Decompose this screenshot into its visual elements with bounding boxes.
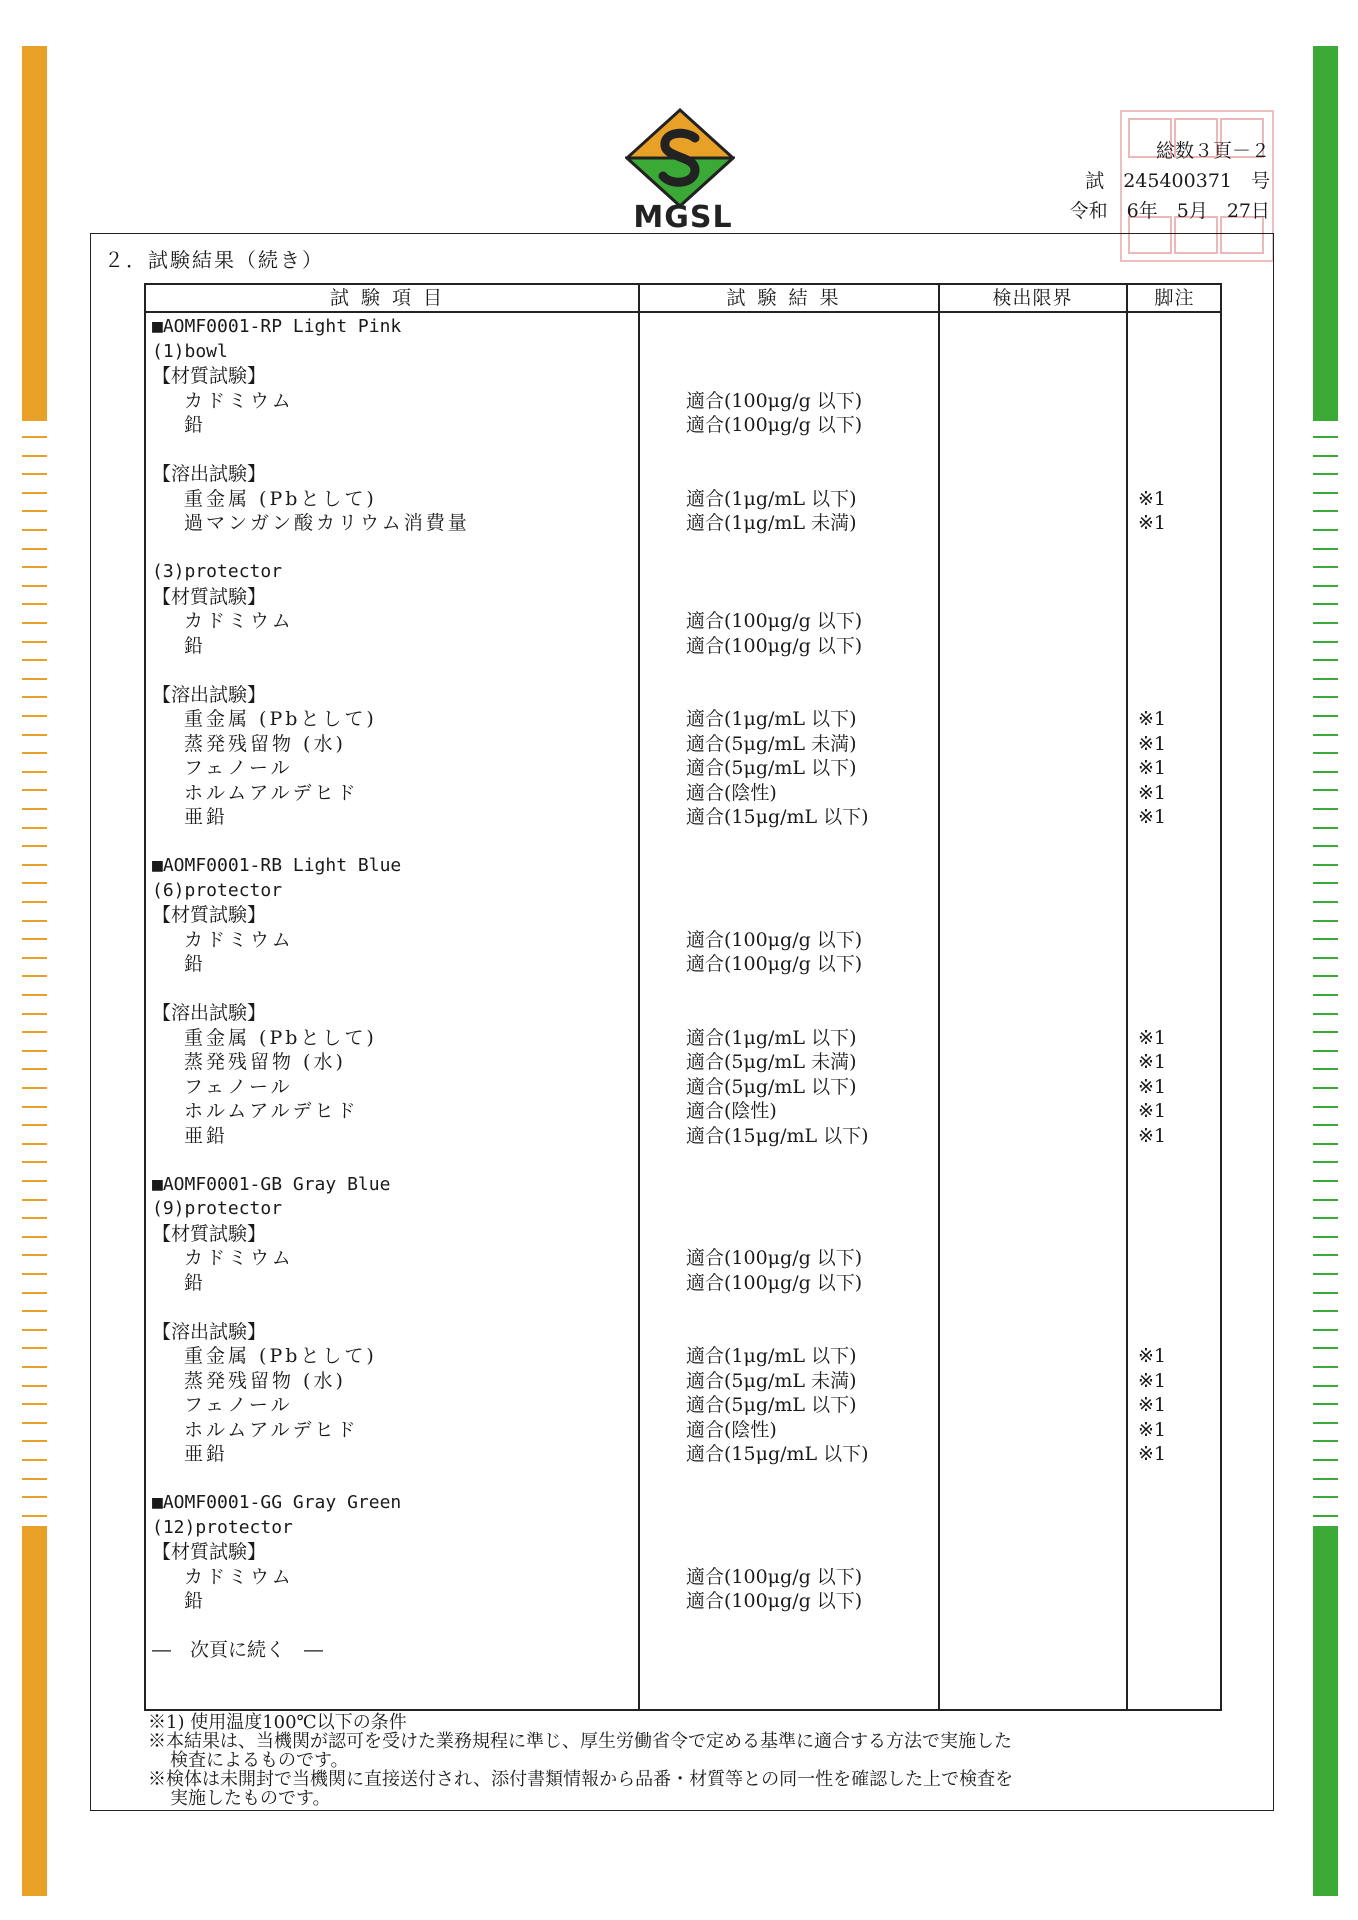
table-row xyxy=(146,781,1220,805)
table-row xyxy=(146,1614,1220,1638)
side-tick xyxy=(22,1385,47,1387)
row-test-item: ■AOMF0001-RB Light Blue xyxy=(152,855,402,876)
table-row xyxy=(146,315,1220,339)
side-tick xyxy=(22,603,47,605)
table-row xyxy=(146,1393,1220,1417)
table-row xyxy=(146,1638,1220,1662)
side-tick xyxy=(1313,1422,1338,1424)
table-row xyxy=(146,879,1220,903)
row-test-item: (9)protector xyxy=(152,1198,283,1219)
side-tick xyxy=(22,938,47,940)
side-tick xyxy=(22,1310,47,1312)
row-test-result: 適合(1μg/mL 以下) xyxy=(686,708,857,730)
side-tick xyxy=(1313,1347,1338,1349)
row-test-result: 適合(100μg/g 以下) xyxy=(686,389,863,412)
row-test-item: フェノール xyxy=(184,757,293,779)
row-test-item: 過マンガン酸カリウム消費量 xyxy=(184,512,470,534)
side-tick xyxy=(22,752,47,754)
table-row xyxy=(146,658,1220,682)
table-row xyxy=(146,756,1220,780)
row-test-item: 亜鉛 xyxy=(184,1124,229,1147)
side-tick xyxy=(22,771,47,773)
header-footnote: 脚注 xyxy=(1154,287,1195,309)
side-tick xyxy=(22,1143,47,1145)
results-table xyxy=(144,283,1222,1711)
table-row xyxy=(146,585,1220,609)
row-test-item: カドミウム xyxy=(184,389,294,412)
row-test-result: 適合(100μg/g 以下) xyxy=(686,414,863,436)
side-tick xyxy=(1313,436,1338,438)
row-test-item: ホルムアルデヒド xyxy=(184,1418,359,1441)
side-tick xyxy=(22,1161,47,1163)
side-tick xyxy=(1313,1459,1338,1461)
side-tick xyxy=(1313,1440,1338,1442)
side-tick xyxy=(1313,1013,1338,1015)
row-test-result: 適合(15μg/mL 以下) xyxy=(686,1124,869,1147)
side-tick xyxy=(22,1440,47,1442)
side-tick xyxy=(1313,1180,1338,1182)
row-footnote: ※1 xyxy=(1138,1051,1167,1073)
side-tick xyxy=(1313,1217,1338,1219)
side-tick xyxy=(1313,827,1338,829)
side-tick xyxy=(22,622,47,624)
side-tick xyxy=(1313,957,1338,959)
right-side-bar xyxy=(1313,46,1338,1896)
side-tick xyxy=(22,1013,47,1015)
table-row xyxy=(146,1589,1220,1613)
side-tick xyxy=(22,678,47,680)
side-tick xyxy=(22,734,47,736)
row-test-item: 【溶出試験】 xyxy=(152,463,267,485)
side-tick xyxy=(1313,659,1338,661)
logo-text: MGSL xyxy=(633,200,733,235)
table-row xyxy=(146,1124,1220,1148)
row-test-result: 適合(15μg/mL 以下) xyxy=(686,806,869,828)
side-tick xyxy=(1313,882,1338,884)
right-bar-ticks xyxy=(1313,436,1338,1521)
row-test-result: 適合(5μg/mL 未満) xyxy=(686,1051,857,1073)
row-footnote: ※1 xyxy=(1138,708,1167,730)
row-test-item: (12)protector xyxy=(152,1516,293,1538)
table-row xyxy=(146,487,1220,511)
side-tick xyxy=(1313,603,1338,605)
row-test-result: 適合(100μg/g 以下) xyxy=(686,1247,863,1269)
side-tick xyxy=(22,1068,47,1070)
side-tick xyxy=(1313,696,1338,698)
side-tick xyxy=(1313,1496,1338,1498)
side-tick xyxy=(1313,1087,1338,1089)
row-test-item: 蒸発残留物 (水) xyxy=(184,1051,346,1073)
table-row xyxy=(146,1491,1220,1515)
side-tick xyxy=(22,1478,47,1480)
row-test-item: ― 次頁に続く ― xyxy=(152,1639,324,1661)
side-tick xyxy=(1313,771,1338,773)
table-row xyxy=(146,511,1220,535)
row-test-item: フェノール xyxy=(184,1075,293,1098)
row-test-result: 適合(1μg/mL 未満) xyxy=(686,512,857,534)
side-tick xyxy=(1313,789,1338,791)
row-footnote: ※1 xyxy=(1138,1443,1167,1465)
side-tick xyxy=(22,975,47,977)
left-bar-top xyxy=(22,46,47,421)
table-row xyxy=(146,389,1220,413)
footnote-line: ※検体は未開封で当機関に直接送付され、添付書類情報から品番・材質等との同一性を確認した上で検査を xyxy=(148,1769,1014,1790)
row-test-result: 適合(陰性) xyxy=(686,1100,777,1122)
row-test-item: ホルムアルデヒド xyxy=(184,1100,359,1122)
row-test-result: 適合(5μg/mL 未満) xyxy=(686,732,857,755)
report-date: 令和 6年 5月 27日 xyxy=(1069,200,1270,222)
table-row xyxy=(146,1197,1220,1221)
side-tick xyxy=(1313,473,1338,475)
side-tick xyxy=(22,1515,47,1517)
side-tick xyxy=(22,566,47,568)
header-detection-limit: 検出限界 xyxy=(992,287,1073,309)
side-tick xyxy=(22,510,47,512)
table-row xyxy=(146,952,1220,976)
side-tick xyxy=(1313,622,1338,624)
row-test-result: 適合(5μg/mL 以下) xyxy=(686,1075,857,1098)
footnote-line: ※本結果は、当機関が認可を受けた業務規程に準じ、厚生労働省令で定める基準に適合する方法で実施した xyxy=(148,1731,1012,1752)
side-tick xyxy=(1313,455,1338,457)
report-number: 試 245400371 号 xyxy=(1085,170,1270,192)
side-tick xyxy=(1313,1236,1338,1238)
side-tick xyxy=(22,1031,47,1033)
side-tick xyxy=(1313,1273,1338,1275)
side-tick xyxy=(1313,641,1338,643)
row-footnote: ※1 xyxy=(1138,487,1167,510)
side-tick xyxy=(1313,752,1338,754)
table-row xyxy=(146,1173,1220,1197)
table-row xyxy=(146,1271,1220,1295)
side-tick xyxy=(1313,715,1338,717)
row-test-item: 【材質試験】 xyxy=(152,585,267,608)
footnotes xyxy=(148,1713,1248,1808)
row-test-item: 亜鉛 xyxy=(184,806,229,828)
row-test-result: 適合(1μg/mL 以下) xyxy=(686,1026,857,1049)
mgsl-logo-icon xyxy=(625,108,735,208)
side-tick xyxy=(1313,1292,1338,1294)
table-row xyxy=(146,830,1220,854)
row-test-result: 適合(100μg/g 以下) xyxy=(686,1271,863,1294)
row-test-item: (3)protector xyxy=(152,561,283,582)
row-test-item: カドミウム xyxy=(184,928,294,951)
footnote-line: 実施したものです。 xyxy=(170,1788,331,1809)
table-row xyxy=(146,1295,1220,1319)
header-test-result: 試験結果 xyxy=(726,287,851,309)
row-test-item: 鉛 xyxy=(184,634,207,657)
table-row xyxy=(146,1026,1220,1050)
side-tick xyxy=(22,659,47,661)
row-footnote: ※1 xyxy=(1138,732,1167,755)
side-tick xyxy=(22,1403,47,1405)
side-tick xyxy=(1313,1199,1338,1201)
footnote-line: 検査によるものです。 xyxy=(170,1750,349,1771)
side-tick xyxy=(22,715,47,717)
table-row xyxy=(146,1320,1220,1344)
left-side-bar xyxy=(22,46,47,1896)
table-row xyxy=(146,1442,1220,1466)
row-test-result: 適合(100μg/g 以下) xyxy=(686,1565,863,1588)
row-test-result: 適合(100μg/g 以下) xyxy=(686,634,863,657)
right-bar-top xyxy=(1313,46,1338,421)
side-tick xyxy=(1313,938,1338,940)
table-row xyxy=(146,732,1220,756)
table-row xyxy=(146,1148,1220,1172)
side-tick xyxy=(22,1087,47,1089)
table-row xyxy=(146,634,1220,658)
total-pages: 総数３頁－２ xyxy=(1155,140,1270,162)
side-tick xyxy=(22,957,47,959)
side-tick xyxy=(22,920,47,922)
table-row xyxy=(146,560,1220,584)
row-test-item: ■AOMF0001-GG Gray Green xyxy=(152,1492,402,1513)
row-test-item: 蒸発残留物 (水) xyxy=(184,732,346,755)
row-footnote: ※1 xyxy=(1138,1369,1167,1392)
row-test-item: 【材質試験】 xyxy=(152,1541,267,1563)
row-footnote: ※1 xyxy=(1138,1345,1167,1367)
side-tick xyxy=(1313,678,1338,680)
side-tick xyxy=(22,548,47,550)
row-test-result: 適合(陰性) xyxy=(686,1418,777,1441)
table-row xyxy=(146,707,1220,731)
side-tick xyxy=(22,529,47,531)
row-test-result: 適合(5μg/mL 以下) xyxy=(686,1394,857,1416)
row-test-result: 適合(5μg/mL 以下) xyxy=(686,757,857,779)
table-row xyxy=(146,1344,1220,1368)
row-test-result: 適合(1μg/mL 以下) xyxy=(686,487,857,510)
row-test-item: 鉛 xyxy=(184,414,207,436)
side-tick xyxy=(1313,1254,1338,1256)
side-tick xyxy=(22,1050,47,1052)
row-test-item: カドミウム xyxy=(184,1247,294,1269)
table-row xyxy=(146,903,1220,927)
side-tick xyxy=(22,827,47,829)
side-tick xyxy=(1313,1329,1338,1331)
row-test-item: 重金属 (Pbとして) xyxy=(184,487,377,510)
side-tick xyxy=(22,901,47,903)
row-footnote: ※1 xyxy=(1138,1124,1167,1147)
side-tick xyxy=(1313,1515,1338,1517)
side-tick xyxy=(22,473,47,475)
side-tick xyxy=(1313,1161,1338,1163)
side-tick xyxy=(22,1459,47,1461)
row-test-item: 鉛 xyxy=(184,1271,207,1294)
row-test-result: 適合(100μg/g 以下) xyxy=(686,928,863,951)
side-tick xyxy=(1313,1068,1338,1070)
table-row xyxy=(146,1246,1220,1270)
side-tick xyxy=(1313,734,1338,736)
side-tick xyxy=(22,1199,47,1201)
side-tick xyxy=(22,808,47,810)
row-test-item: カドミウム xyxy=(184,1565,294,1588)
row-footnote: ※1 xyxy=(1138,757,1167,779)
side-tick xyxy=(1313,1310,1338,1312)
side-tick xyxy=(22,864,47,866)
side-tick xyxy=(22,1422,47,1424)
side-tick xyxy=(22,1496,47,1498)
row-test-item: カドミウム xyxy=(184,610,294,632)
row-test-item: 鉛 xyxy=(184,953,207,975)
side-tick xyxy=(1313,1366,1338,1368)
row-footnote: ※1 xyxy=(1138,1394,1167,1416)
table-row xyxy=(146,364,1220,388)
side-tick xyxy=(22,455,47,457)
row-test-item: (1)bowl xyxy=(152,340,228,362)
side-tick xyxy=(22,1217,47,1219)
row-test-result: 適合(陰性) xyxy=(686,781,777,804)
row-footnote: ※1 xyxy=(1138,806,1167,828)
side-tick xyxy=(1313,1031,1338,1033)
side-tick xyxy=(22,1106,47,1108)
row-test-result: 適合(100μg/g 以下) xyxy=(686,610,863,632)
table-row xyxy=(146,1222,1220,1246)
table-row xyxy=(146,1369,1220,1393)
row-test-item: 【溶出試験】 xyxy=(152,1002,267,1024)
row-footnote: ※1 xyxy=(1138,512,1167,534)
table-row xyxy=(146,854,1220,878)
side-tick xyxy=(22,1254,47,1256)
side-tick xyxy=(22,585,47,587)
side-tick xyxy=(1313,1143,1338,1145)
row-test-item: 【溶出試験】 xyxy=(152,683,267,706)
side-tick xyxy=(22,436,47,438)
side-tick xyxy=(22,994,47,996)
side-tick xyxy=(1313,1403,1338,1405)
row-footnote: ※1 xyxy=(1138,1418,1167,1441)
header-test-item: 試験項目 xyxy=(329,287,454,309)
side-tick xyxy=(22,1366,47,1368)
side-tick xyxy=(1313,845,1338,847)
row-test-item: 重金属 (Pbとして) xyxy=(184,1026,377,1049)
table-row xyxy=(146,1540,1220,1564)
side-tick xyxy=(1313,901,1338,903)
table-row xyxy=(146,1516,1220,1540)
row-test-item: ■AOMF0001-GB Gray Blue xyxy=(152,1173,391,1195)
row-test-result: 適合(5μg/mL 未満) xyxy=(686,1369,857,1392)
row-test-item: 重金属 (Pbとして) xyxy=(184,708,377,730)
row-test-item: 【材質試験】 xyxy=(152,1222,267,1245)
row-test-item: 【材質試験】 xyxy=(152,365,267,387)
table-row xyxy=(146,977,1220,1001)
side-tick xyxy=(1313,548,1338,550)
table-row xyxy=(146,928,1220,952)
table-row xyxy=(146,413,1220,437)
row-test-item: 重金属 (Pbとして) xyxy=(184,1345,377,1367)
side-tick xyxy=(22,1236,47,1238)
row-test-result: 適合(15μg/mL 以下) xyxy=(686,1443,869,1465)
row-test-item: (6)protector xyxy=(152,879,283,901)
side-tick xyxy=(1313,585,1338,587)
table-row xyxy=(146,1099,1220,1123)
side-tick xyxy=(1313,808,1338,810)
side-tick xyxy=(1313,1385,1338,1387)
side-tick xyxy=(22,1292,47,1294)
row-footnote: ※1 xyxy=(1138,1026,1167,1049)
side-tick xyxy=(1313,529,1338,531)
side-tick xyxy=(1313,994,1338,996)
table-row xyxy=(146,462,1220,486)
side-tick xyxy=(1313,864,1338,866)
side-tick xyxy=(22,1180,47,1182)
side-tick xyxy=(22,1347,47,1349)
table-row xyxy=(146,536,1220,560)
table-row xyxy=(146,683,1220,707)
table-row xyxy=(146,609,1220,633)
row-footnote: ※1 xyxy=(1138,781,1167,804)
row-test-result: 適合(100μg/g 以下) xyxy=(686,953,863,975)
table-row xyxy=(146,340,1220,364)
row-test-item: ホルムアルデヒド xyxy=(184,781,359,804)
table-row xyxy=(146,1050,1220,1074)
table-row xyxy=(146,1565,1220,1589)
row-test-item: 【溶出試験】 xyxy=(152,1320,267,1343)
row-test-item: フェノール xyxy=(184,1394,293,1416)
row-test-item: 亜鉛 xyxy=(184,1443,229,1465)
side-tick xyxy=(1313,1050,1338,1052)
side-tick xyxy=(1313,492,1338,494)
row-test-item: 蒸発残留物 (水) xyxy=(184,1369,346,1392)
side-tick xyxy=(22,492,47,494)
left-bar-bottom xyxy=(22,1526,47,1896)
row-test-item: 鉛 xyxy=(184,1590,207,1612)
side-tick xyxy=(1313,510,1338,512)
footnote-line: ※1) 使用温度100℃以下の条件 xyxy=(148,1712,407,1733)
section-title: ２．試験結果（続き） xyxy=(104,248,324,272)
table-row xyxy=(146,805,1220,829)
table-row xyxy=(146,1467,1220,1491)
side-tick xyxy=(22,641,47,643)
side-tick xyxy=(1313,566,1338,568)
side-tick xyxy=(1313,1124,1338,1126)
row-test-item: 【材質試験】 xyxy=(152,904,267,926)
table-row xyxy=(146,1001,1220,1025)
side-tick xyxy=(22,1273,47,1275)
table-row xyxy=(146,1418,1220,1442)
side-tick xyxy=(22,789,47,791)
side-tick xyxy=(22,696,47,698)
side-tick xyxy=(22,845,47,847)
side-tick xyxy=(1313,1106,1338,1108)
row-footnote: ※1 xyxy=(1138,1100,1167,1122)
side-tick xyxy=(22,882,47,884)
side-tick xyxy=(1313,920,1338,922)
side-tick xyxy=(1313,975,1338,977)
row-test-result: 適合(1μg/mL 以下) xyxy=(686,1345,857,1367)
right-bar-bottom xyxy=(1313,1526,1338,1896)
row-footnote: ※1 xyxy=(1138,1075,1167,1098)
table-row xyxy=(146,1075,1220,1099)
side-tick xyxy=(22,1329,47,1331)
row-test-item: ■AOMF0001-RP Light Pink xyxy=(152,316,402,337)
row-test-result: 適合(100μg/g 以下) xyxy=(686,1590,863,1612)
table-row xyxy=(146,438,1220,462)
left-bar-ticks xyxy=(22,436,47,1521)
side-tick xyxy=(22,1124,47,1126)
side-tick xyxy=(1313,1478,1338,1480)
